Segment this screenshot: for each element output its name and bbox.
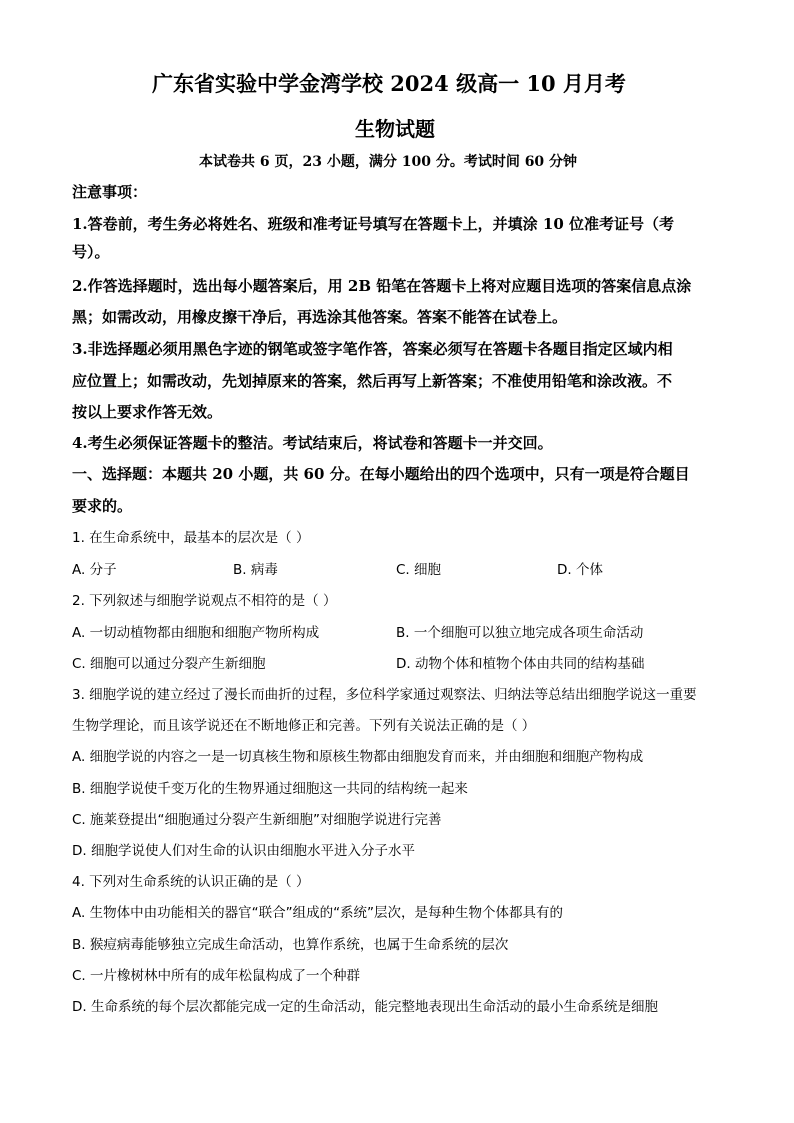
option-b: B. 病毒 xyxy=(233,562,278,578)
notice-line: 按以上要求作答无效。 xyxy=(72,403,223,421)
notice-line: 黑；如需改动，用橡皮擦干净后，再选涂其他答案。答案不能答在试卷上。 xyxy=(72,308,568,326)
option-c: C. 细胞可以通过分裂产生新细胞 xyxy=(72,656,266,672)
option-d: D. 动物个体和植物个体由共同的结构基础 xyxy=(396,656,645,672)
option-d: D. 个体 xyxy=(557,562,603,578)
question-stem: 生物学理论，而且该学说还在不断地修正和完善。下列有关说法正确的是（ ） xyxy=(72,718,536,734)
section-heading: 一、选择题：本题共 20 小题，共 60 分。在每小题给出的四个选项中，只有一项是符合题目 xyxy=(72,465,690,483)
page-title: 广东省实验中学金湾学校 2024 级高一 10 月月考 xyxy=(152,71,626,96)
option-a: A. 生物体中由功能相关的器官“联合”组成的“系统”层次，是每种生物个体都具有的 xyxy=(72,905,564,921)
notice-line: 1.答卷前，考生务必将姓名、班级和准考证号填写在答题卡上，并填涂 10 位准考证号（考 xyxy=(72,215,674,233)
notice-heading: 注意事项： xyxy=(72,183,148,201)
option-b: B. 细胞学说使千变万化的生物界通过细胞这一共同的结构统一起来 xyxy=(72,781,468,797)
notice-line: 号）。 xyxy=(72,243,110,261)
option-b: B. 一个细胞可以独立地完成各项生命活动 xyxy=(396,625,644,641)
question-stem: 3. 细胞学说的建立经过了漫长而曲折的过程，多位科学家通过观察法、归纳法等总结出细胞学说这一重要 xyxy=(72,687,697,703)
notice-line: 2.作答选择题时，选出每小题答案后，用 2B 铅笔在答题卡上将对应题目选项的答案信息点涂 xyxy=(72,277,692,295)
option-c: C. 施莱登提出“细胞通过分裂产生新细胞”对细胞学说进行完善 xyxy=(72,812,442,828)
option-a: A. 一切动植物都由细胞和细胞产物所构成 xyxy=(72,625,320,641)
page-subtitle: 生物试题 xyxy=(355,117,435,141)
option-a: A. 细胞学说的内容之一是一切真核生物和原核生物都由细胞发育而来，并由细胞和细胞产物构成 xyxy=(72,749,644,765)
option-b: B. 猴痘病毒能够独立完成生命活动，也算作系统，也属于生命系统的层次 xyxy=(72,937,509,953)
option-d: D. 细胞学说使人们对生命的认识由细胞水平进入分子水平 xyxy=(72,843,415,859)
notice-line: 3.非选择题必须用黑色字迹的钢笔或签字笔作答，答案必须写在答题卡各题目指定区域内相 xyxy=(72,340,673,358)
question-stem: 1. 在生命系统中，最基本的层次是（ ） xyxy=(72,530,310,546)
option-a: A. 分子 xyxy=(72,562,117,578)
notice-line: 4.考生必须保证答题卡的整洁。考试结束后，将试卷和答题卡一并交回。 xyxy=(72,434,553,452)
option-c: C. 细胞 xyxy=(396,562,442,578)
option-c: C. 一片橡树林中所有的成年松鼠构成了一个种群 xyxy=(72,968,361,984)
question-stem: 2. 下列叙述与细胞学说观点不相符的是（ ） xyxy=(72,593,337,609)
exam-info: 本试卷共 6 页，23 小题，满分 100 分。考试时间 60 分钟 xyxy=(199,154,578,170)
option-d: D. 生命系统的每个层次都能完成一定的生命活动，能完整地表现出生命活动的最小生命系统是细胞 xyxy=(72,999,658,1015)
question-stem: 4. 下列对生命系统的认识正确的是（ ） xyxy=(72,874,310,890)
notice-line: 应位置上；如需改动，先划掉原来的答案，然后再写上新答案；不准使用铅笔和涂改液。不 xyxy=(72,372,673,390)
section-heading: 要求的。 xyxy=(72,497,133,515)
